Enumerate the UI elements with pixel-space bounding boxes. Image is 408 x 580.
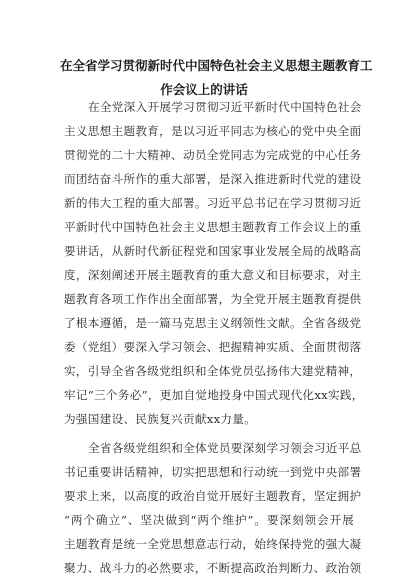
paragraph-1-line-14: 为强国建设、民族复兴贡献xx力量。 <box>64 412 257 426</box>
paragraph-1-line-1: 在全党深入开展学习贯彻习近平新时代中国特色社会 <box>88 100 362 114</box>
paragraph-2-line-6: 聚力、战斗力的必然要求，不断提高政治判断力、政治领 <box>64 561 362 575</box>
document-title-line-1: 在全省学习贯彻新时代中国特色社会主义思想主题教育工 <box>60 58 373 73</box>
paragraph-2-line-1: 全省各级党组织和全体党员要深刻学习领会习近平总 <box>88 441 362 455</box>
paragraph-1-line-13: 牢记“三个务必”，更加自觉地投身中国式现代化xx实践， <box>64 388 364 402</box>
paragraph-1-line-5: 新的伟大工程的重大部署。习近平总书记在学习贯彻习近 <box>64 196 362 210</box>
paragraph-1-line-3: 贯彻党的二十大精神、动员全党同志为完成党的中心任务 <box>64 148 362 162</box>
paragraph-1-line-7: 要讲话，从新时代新征程党和国家事业发展全局的战略高 <box>64 244 362 258</box>
document-title-line-2: 作会议上的讲话 <box>160 82 248 97</box>
paragraph-1-line-4: 而团结奋斗所作的重大部署，是深入推进新时代党的建设 <box>64 172 362 186</box>
paragraph-1-line-12: 实，引导全省各级党组织和全体党员弘扬伟大建党精神， <box>64 364 362 378</box>
paragraph-2-line-3: 要求上来，以高度的政治自觉开展好主题教育，坚定拥护 <box>64 489 362 503</box>
paragraph-1-line-11: 委（党组）要深入学习领会、把握精神实质、全面贯彻落 <box>64 340 362 354</box>
paragraph-2-line-4: “两个确立”、坚决做到“两个维护”。要深刻领会开展 <box>64 513 354 527</box>
paragraph-2-line-5: 主题教育是统一全党思想意志行动，始终保持党的强大凝 <box>64 537 362 551</box>
paragraph-1-line-10: 了根本遵循，是一篇马克思主义纲领性文献。全省各级党 <box>64 316 362 330</box>
paragraph-1-line-9: 题教育各项工作作出全面部署，为全党开展主题教育提供 <box>64 292 362 306</box>
paragraph-2-line-2: 书记重要讲话精神，切实把思想和行动统一到党中央部署 <box>64 465 362 479</box>
paragraph-1-line-2: 主义思想主题教育，是以习近平同志为核心的党中央全面 <box>64 124 362 138</box>
paragraph-1-line-8: 度，深刻阐述开展主题教育的重大意义和目标要求，对主 <box>64 268 362 282</box>
paragraph-1-line-6: 平新时代中国特色社会主义思想主题教育工作会议上的重 <box>64 220 362 234</box>
